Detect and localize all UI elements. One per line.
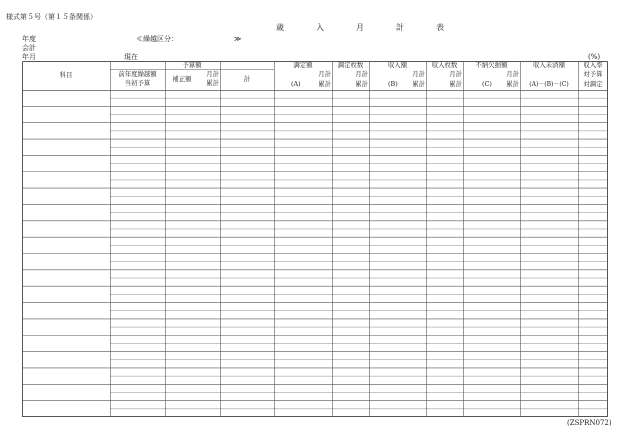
col-assessed-count-cumulative: 累計 xyxy=(355,80,368,88)
carryover-close: ≫ xyxy=(234,35,242,43)
col-prev-carryover-1: 前年度繰越額 xyxy=(118,70,157,78)
carryover-label: ≪繰越区分： xyxy=(136,35,178,43)
col-revenue-monthly: 月計 xyxy=(412,70,425,78)
col-rate-budget: 対予算 xyxy=(583,70,603,78)
col-uncollected: 収入未済額 xyxy=(533,61,565,69)
col-rate-assessed: 対調定 xyxy=(583,80,603,88)
col-assessed-cumulative: 累計 xyxy=(318,80,331,88)
col-assessed-a: (A) xyxy=(291,80,301,88)
col-revenue-count: 収入枚数 xyxy=(431,61,458,69)
account-label: 会計 xyxy=(22,44,36,52)
as-of-label: 現在 xyxy=(124,53,138,61)
col-revenue-count-cumulative: 累計 xyxy=(449,80,462,88)
col-rate: 収入率 xyxy=(583,61,603,69)
col-deficit-c: (C) xyxy=(482,80,492,88)
col-budget: 予算額 xyxy=(182,61,202,69)
col-total: 計 xyxy=(243,75,251,83)
page-title: 歳 入 月 計 表 xyxy=(276,23,456,32)
col-prev-carryover-2: 当初予算 xyxy=(124,79,151,87)
col-assessed-count: 調定枚数 xyxy=(337,61,364,69)
col-subject: 科目 xyxy=(59,71,73,79)
col-assessed: 調定額 xyxy=(293,61,313,69)
col-revenue-cumulative: 累計 xyxy=(412,80,425,88)
footer-code: (ZSPRN072) xyxy=(567,419,612,427)
percent-unit: (%) xyxy=(588,53,601,61)
month-label: 年月 xyxy=(22,53,36,61)
col-deficit: 不納欠損額 xyxy=(475,61,508,69)
col-assessed-monthly: 月計 xyxy=(318,70,331,78)
monthly-revenue-table xyxy=(22,61,608,417)
col-supplementary-monthly: 月計 xyxy=(206,70,219,78)
form-number: 様式第５号（第１５条関係） xyxy=(6,13,97,21)
col-assessed-count-monthly: 月計 xyxy=(355,70,368,78)
col-supplementary-cumulative: 累計 xyxy=(206,79,219,87)
col-revenue-count-monthly: 月計 xyxy=(449,70,462,78)
table-grid-lines xyxy=(22,61,608,417)
fiscal-year-label: 年度 xyxy=(22,35,36,43)
col-deficit-monthly: 月計 xyxy=(506,70,519,78)
col-revenue: 収入額 xyxy=(387,61,408,69)
col-deficit-cumulative: 累計 xyxy=(506,80,519,88)
col-revenue-b: (B) xyxy=(388,80,398,88)
col-uncollected-formula: (A)－(B)－(C) xyxy=(529,81,569,88)
col-supplementary: 補正額 xyxy=(172,75,192,83)
